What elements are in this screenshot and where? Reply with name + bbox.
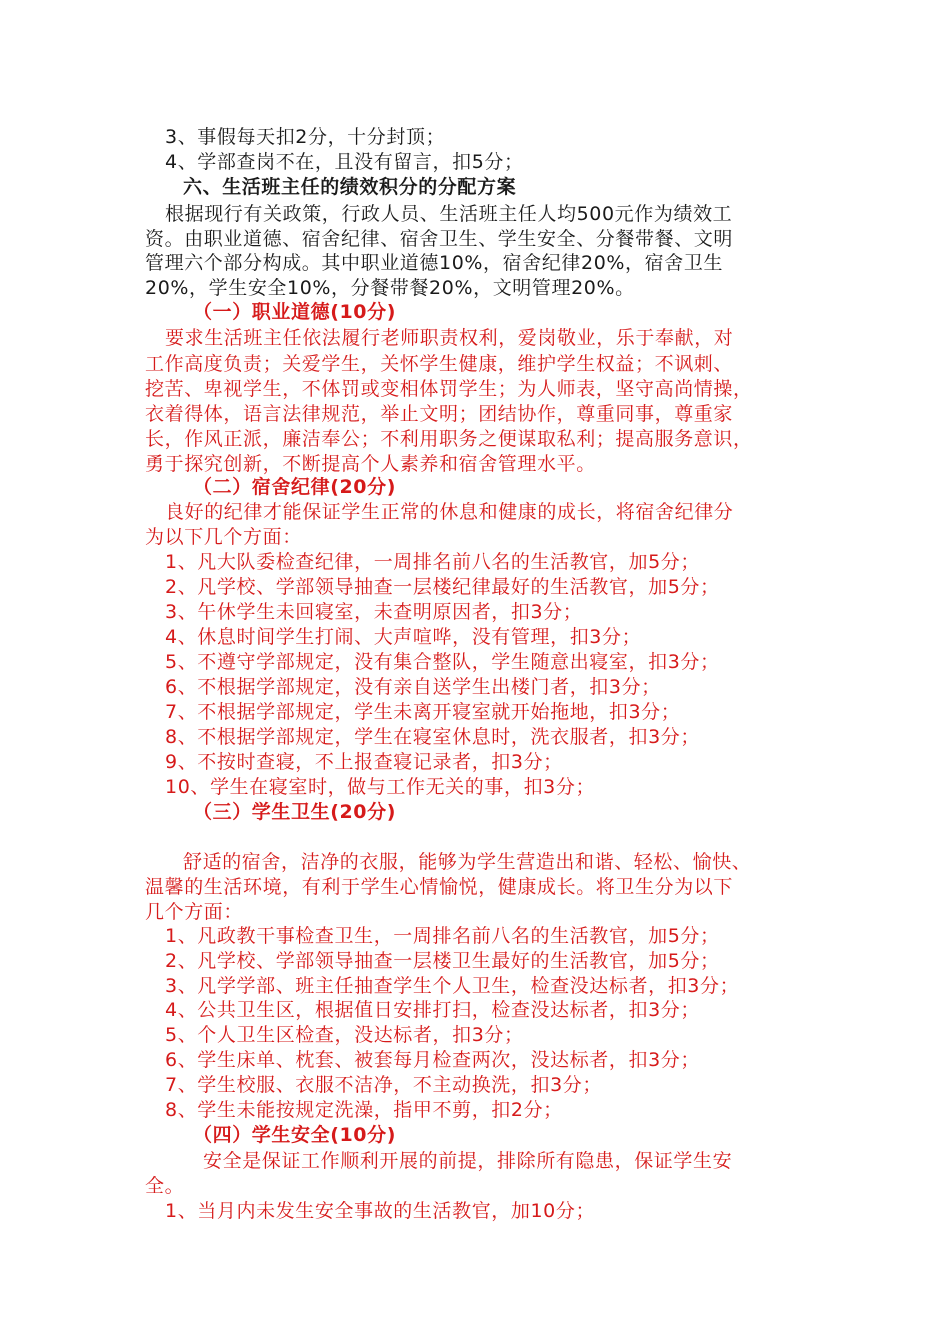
- list-item: 2、凡学校、学部领导抽查一层楼卫生最好的生活教官，加5分；: [165, 950, 720, 972]
- list-item: 5、不遵守学部规定，没有集合整队，学生随意出寝室，扣3分；: [165, 651, 720, 673]
- paragraph-line: 要求生活班主任依法履行老师职责权利，爱岗敬业，乐于奉献，对: [165, 327, 734, 349]
- paragraph-line: 勇于探究创新，不断提高个人素养和宿舍管理水平。: [145, 453, 596, 475]
- list-item: 2、凡学校、学部领导抽查一层楼纪律最好的生活教官，加5分；: [165, 576, 720, 598]
- subsection-title: （一）职业道德(10分): [193, 301, 397, 323]
- paragraph-line: 衣着得体，语言法律规范，举止文明；团结协作，尊重同事，尊重家: [145, 403, 734, 425]
- list-item: 5、个人卫生区检查，没达标者，扣3分；: [165, 1024, 524, 1046]
- list-item: 4、休息时间学生打闹、大声喧哗，没有管理，扣3分；: [165, 626, 642, 648]
- list-item: 1、凡大队委检查纪律，一周排名前八名的生活教官，加5分；: [165, 551, 700, 573]
- paragraph-line: 挖苦、卑视学生，不体罚或变相体罚学生；为人师表，坚守高尚情操，: [145, 378, 753, 400]
- subsection-title: （二）宿舍纪律(20分): [193, 476, 397, 498]
- list-item: 3、凡学学部、班主任抽查学生个人卫生，检查没达标者，扣3分；: [165, 975, 740, 997]
- paragraph-line: 全。: [145, 1175, 185, 1197]
- list-item: 9、不按时查寝，不上报查寝记录者，扣3分；: [165, 751, 563, 773]
- subsection-title: （四）学生安全(10分): [193, 1124, 397, 1146]
- list-item: 1、当月内未发生安全事故的生活教官，加10分；: [165, 1200, 596, 1222]
- list-item: 8、不根据学部规定，学生在寝室休息时，洗衣服者，扣3分；: [165, 726, 700, 748]
- list-item: 4、公共卫生区，根据值日安排打扫，检查没达标者，扣3分；: [165, 999, 700, 1021]
- section-heading: 六、生活班主任的绩效积分的分配方案: [183, 176, 517, 198]
- paragraph-line: 舒适的宿舍，洁净的衣服，能够为学生营造出和谐、轻松、愉快、: [183, 851, 752, 873]
- paragraph-line: 良好的纪律才能保证学生正常的休息和健康的成长，将宿舍纪律分: [165, 501, 734, 523]
- list-item: 7、学生校服、衣服不洁净，不主动换洗，扣3分；: [165, 1074, 602, 1096]
- list-item: 7、不根据学部规定，学生未离开寝室就开始拖地，扣3分；: [165, 701, 681, 723]
- paragraph-line: 安全是保证工作顺利开展的前提，排除所有隐患，保证学生安: [203, 1150, 733, 1172]
- paragraph-line: 几个方面：: [145, 901, 244, 923]
- paragraph-line: 温馨的生活环境，有利于学生心情愉悦，健康成长。将卫生分为以下: [145, 876, 734, 898]
- paragraph-line: 20%，学生安全10%，分餐带餐20%，文明管理20%。: [145, 277, 635, 299]
- list-item: 3、午休学生未回寝室，未查明原因者，扣3分；: [165, 601, 583, 623]
- paragraph-line: 为以下几个方面：: [145, 526, 302, 548]
- paragraph-line: 工作高度负责；关爱学生，关怀学生健康，维护学生权益；不讽刺、: [145, 353, 734, 375]
- list-item: 1、凡政教干事检查卫生，一周排名前八名的生活教官，加5分；: [165, 925, 720, 947]
- list-item: 6、学生床单、枕套、被套每月检查两次，没达标者，扣3分；: [165, 1049, 700, 1071]
- paragraph-line: 长，作风正派，廉洁奉公；不利用职务之便谋取私利；提高服务意识，: [145, 428, 753, 450]
- paragraph-line: 管理六个部分构成。其中职业道德10%，宿舍纪律20%，宿舍卫生: [145, 252, 724, 274]
- paragraph-line: 资。由职业道德、宿舍纪律、宿舍卫生、学生安全、分餐带餐、文明: [145, 228, 734, 250]
- list-item: 8、学生未能按规定洗澡，指甲不剪，扣2分；: [165, 1099, 563, 1121]
- rule-item: 4、学部查岗不在，且没有留言，扣5分；: [165, 151, 524, 173]
- rule-item: 3、事假每天扣2分，十分封顶；: [165, 126, 446, 148]
- paragraph-line: 根据现行有关政策，行政人员、生活班主任人均500元作为绩效工: [165, 203, 733, 225]
- list-item: 6、不根据学部规定，没有亲自送学生出楼门者，扣3分；: [165, 676, 661, 698]
- subsection-title: （三）学生卫生(20分): [193, 801, 397, 823]
- list-item: 10、学生在寝室时，做与工作无关的事，扣3分；: [165, 776, 596, 798]
